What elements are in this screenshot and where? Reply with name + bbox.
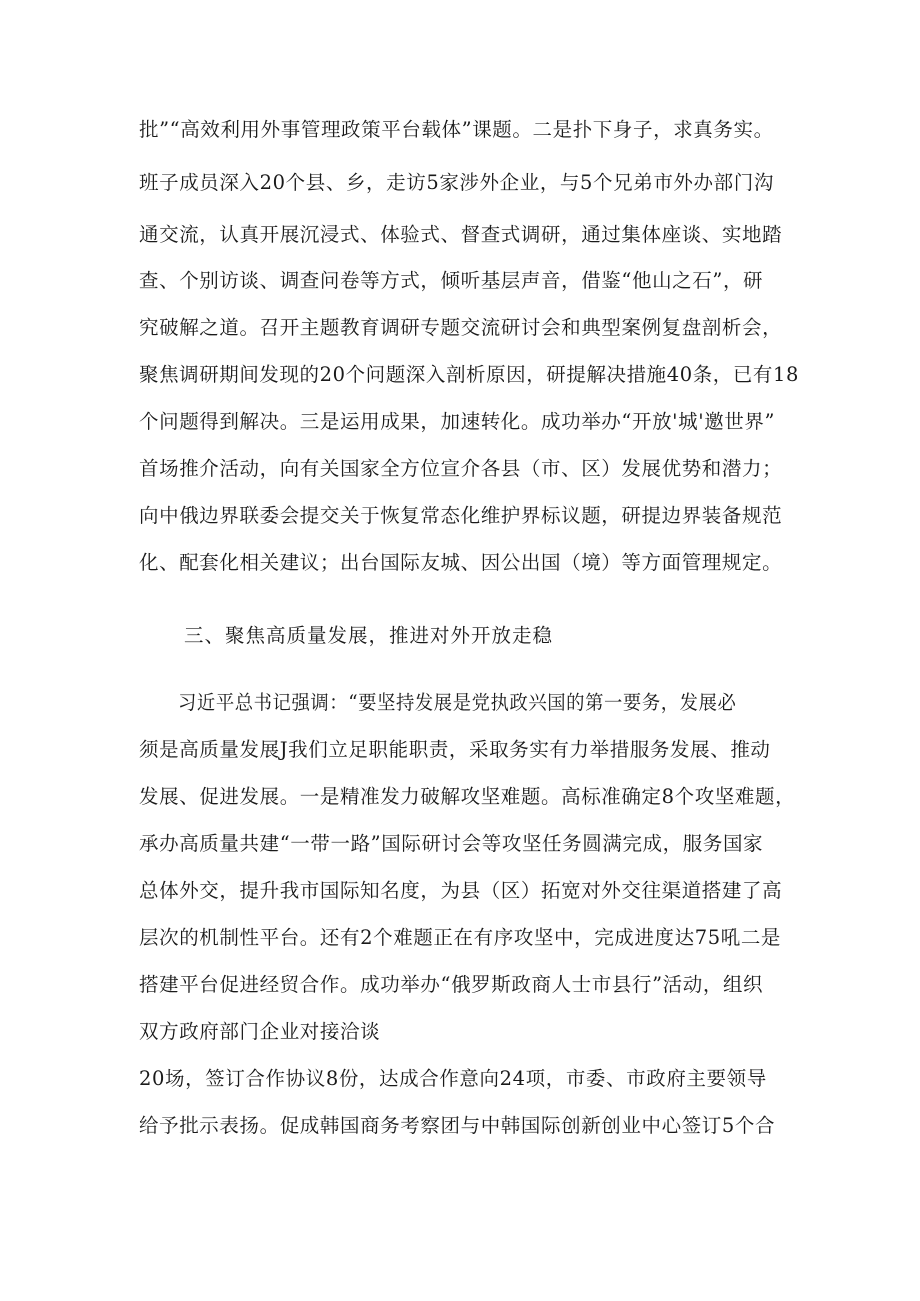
paragraph-1-line-3: 通交流，认真开展沉浸式、体验式、督查式调研，通过集体座谈、实地踏: [139, 223, 783, 246]
paragraph-1-line-7: 个问题得到解决。三是运用成果，加速转化。成功举办“开放'城'邀世界”: [139, 410, 776, 433]
paragraph-3-line-1: 20场，签订合作协议8份，达成合作意向24项，市委、市政府主要领导: [139, 1067, 767, 1090]
paragraph-2-line-1: 习近平总书记强调：“要坚持发展是党执政兴国的第一要务，发展必: [178, 691, 737, 714]
paragraph-1-line-6: 聚焦调研期间发现的20个问题深入剖析原因，研提解决措施40条，已有18: [139, 363, 799, 386]
paragraph-1-line-5: 究破解之道。召开主题教育调研专题交流研讨会和典型案例复盘剖析会，: [139, 316, 783, 339]
paragraph-1-line-1: 批”“高效利用外事管理政策平台载体”课题。二是扑下身子，求真务实。: [139, 118, 774, 141]
paragraph-1-line-2: 班子成员深入20个县、乡，走访5家涉外企业，与5个兄弟市外办部门沟: [139, 171, 774, 194]
paragraph-2-line-2: 须是高质量发展J我们立足职能职责，采取务实有力举措服务发展、推动: [139, 738, 771, 761]
paragraph-2-line-5: 总体外交，提升我市国际知名度，为县（区）拓宽对外交往渠道搭建了高: [139, 879, 783, 902]
paragraph-2-line-8: 双方政府部门企业对接洽谈: [139, 1020, 381, 1043]
paragraph-1-line-10: 化、配套化相关建议；出台国际友城、因公出国（境）等方面管理规定。: [139, 551, 783, 574]
paragraph-1-line-4: 查、个别访谈、调查问卷等方式，倾听基层声音，借鉴“他山之石”，研: [139, 269, 764, 292]
paragraph-2-line-7: 搭建平台促进经贸合作。成功举办“俄罗斯政商人士市县行”活动，组织: [139, 973, 764, 996]
paragraph-3-line-2: 给予批示表扬。促成韩国商务考察团与中韩国际创新创业中心签订5个合: [139, 1114, 776, 1137]
paragraph-2-line-3: 发展、促进发展。一是精准发力破解攻坚难题。高标准确定8个攻坚难题，: [139, 785, 796, 808]
paragraph-2-line-4: 承办高质量共建“一带一路”国际研讨会等攻坚任务圆满完成，服务国家: [139, 832, 764, 855]
paragraph-1-line-8: 首场推介活动，向有关国家全方位宣介各县（市、区）发展优势和潜力；: [139, 457, 783, 480]
paragraph-1-line-9: 向中俄边界联委会提交关于恢复常态化维护界标议题，研提边界装备规范: [139, 504, 783, 527]
paragraph-2-line-6: 层次的机制性平台。还有2个难题正在有序攻坚中，完成进度达75吼二是: [139, 926, 782, 949]
section-heading: 三、聚焦高质量发展，推进对外开放走稳: [184, 624, 554, 647]
